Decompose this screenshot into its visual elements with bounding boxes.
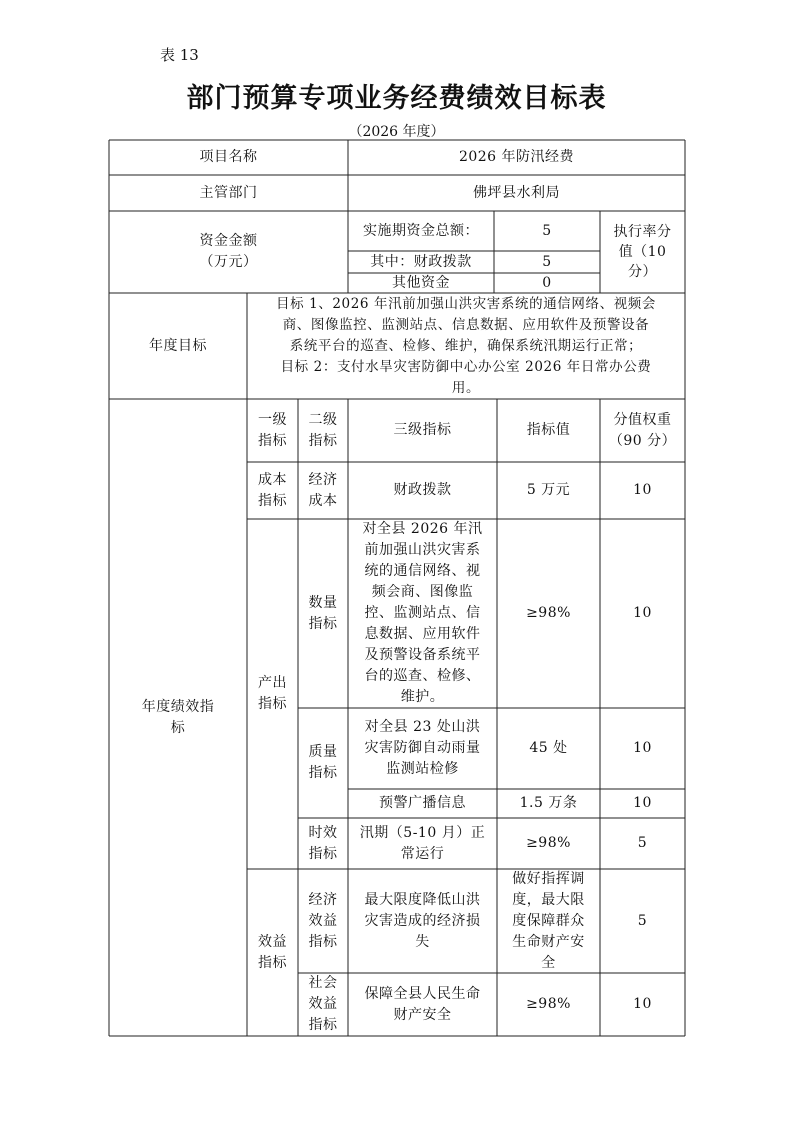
quality-indicator-description-2: 预警广播信息 (379, 795, 466, 811)
benefit-indicator-label: 效益 指标 (258, 933, 287, 971)
project-name-label: 项目名称 (199, 149, 258, 165)
project-name-value: 2026 年防汛经费 (458, 149, 575, 165)
quantity-indicator-value: ≥98% (526, 605, 571, 621)
economic-benefit-value: 做好指挥调 度，最大限 度保障群众 生命财产安 全 (512, 870, 585, 971)
quality-indicator-value-1: 45 处 (529, 740, 568, 756)
quality-indicator-value-2: 1.5 万条 (519, 795, 578, 811)
quantity-indicator-label: 数量 指标 (308, 594, 338, 632)
fiscal-appropriation-indicator: 财政拨款 (393, 482, 452, 498)
document-year: （2026 年度） (348, 124, 445, 140)
social-benefit-description: 保障全县人民生命 财产安全 (364, 985, 481, 1023)
quantity-indicator-description: 对全县 2026 年汛 前加强山洪灾害系 统的通信网络、视 频会商、图像监 控、监测站点、信 息数据、应用软件 及预警设备系统平 台的巡查、检修、 维护。 (362, 521, 483, 705)
cost-indicator-weight: 10 (633, 482, 652, 498)
table-number-label: 表 13 (160, 46, 199, 64)
social-benefit-indicator-label: 社会 效益 指标 (308, 975, 338, 1033)
output-indicator-label: 产出 指标 (258, 675, 287, 712)
social-benefit-weight: 10 (633, 996, 652, 1012)
annual-goal-label: 年度目标 (149, 337, 207, 354)
header-indicator-value: 指标值 (526, 422, 571, 438)
funds-total-label: 实施期资金总额： (363, 222, 479, 239)
annual-performance-indicators-label: 年度绩效指 标 (141, 698, 215, 736)
quality-indicator-weight-2: 10 (633, 795, 652, 811)
quality-indicator-weight-1: 10 (633, 740, 652, 756)
timeliness-indicator-weight: 5 (637, 835, 648, 851)
funds-amount-label: 资金金额 （万元） (199, 233, 258, 270)
cost-indicator-label: 成本 指标 (258, 471, 287, 509)
header-level1-indicator: 一级 指标 (258, 411, 287, 449)
funds-fiscal-value: 5 (542, 253, 552, 270)
funds-other-value: 0 (542, 274, 552, 291)
funds-total-value: 5 (542, 222, 552, 239)
department-value: 佛坪县水利局 (473, 184, 560, 201)
quantity-indicator-weight: 10 (633, 605, 652, 621)
funds-fiscal-label: 其中：财政拨款 (370, 253, 472, 270)
social-benefit-value: ≥98% (526, 996, 571, 1012)
timeliness-indicator-label: 时效 指标 (308, 824, 338, 862)
timeliness-indicator-description: 汛期（5-10 月）正 常运行 (359, 824, 486, 862)
department-label: 主管部门 (199, 184, 258, 201)
quality-indicator-label: 质量 指标 (308, 744, 338, 781)
quality-indicator-description-1: 对全县 23 处山洪 灾害防御自动雨量 监测站检修 (364, 719, 481, 777)
header-level2-indicator: 二级 指标 (308, 411, 338, 449)
funds-other-label: 其他资金 (392, 274, 450, 291)
cost-indicator-value: 5 万元 (526, 482, 571, 498)
economic-benefit-weight: 5 (637, 912, 648, 929)
economic-benefit-description: 最大限度降低山洪 灾害造成的经济损 失 (364, 891, 481, 950)
header-level3-indicator: 三级指标 (393, 422, 452, 438)
execution-rate-label: 执行率分 值（10 分） (613, 224, 672, 280)
timeliness-indicator-value: ≥98% (526, 835, 571, 851)
header-score-weight: 分值权重 （90 分） (608, 411, 677, 449)
economic-cost-label: 经济 成本 (308, 471, 338, 509)
annual-goal-text: 目标 1、2026 年汛前加强山洪灾害系统的通信网络、视频会 商、图像监控、监测站点、信息数据、应用软件及预警设备 系统平台的巡查、检修、维护，确保系统汛期运行正常； 目标 2：支付水旱灾害防御中心办公室 2026 年日常办公费 用。 (275, 295, 657, 396)
economic-benefit-indicator-label: 经济 效益 指标 (308, 891, 338, 950)
document-title: 部门预算专项业务经费绩效目标表 (186, 83, 607, 114)
